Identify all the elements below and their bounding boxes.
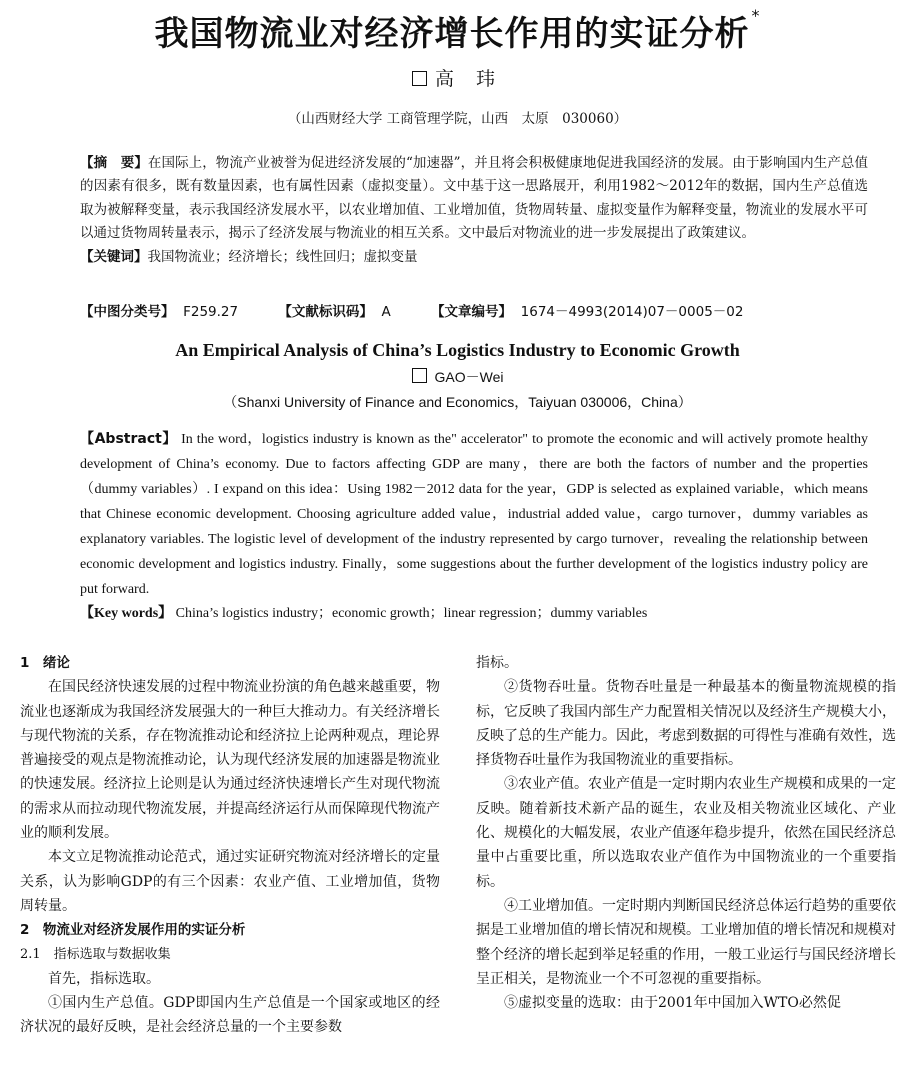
author-box-icon xyxy=(412,71,427,86)
doc-code-value: A xyxy=(381,304,391,320)
body-left-column xyxy=(20,651,440,1040)
english-author xyxy=(0,367,915,387)
paragraph: ⑤虚拟变量的选取：由于2001年中国加入WTO必然促 xyxy=(504,995,841,1012)
abstract-cn-text: 在国际上，物流产业被誉为促进经济发展的“加速器”，并且将会积极健康地促进我国经济的发展。由于影响国内生产总值的因素有很多，既有数量因素，也有属性因素（虚拟变量）。文中基于这一思路展开，利用1982～2012年的数据，国内生产总值选取为被解释变量，表示我国经济发展水平，以农业增加值、工业增加值，货物周转量、虚拟变量作为解释变量，物流业的发展水平可以通过货物周转量表示，揭示了经济发展与物流业的相互关系。文中最后对物流业的进一步发展提出了政策建议。 xyxy=(80,155,868,242)
author-name: 高 玮 xyxy=(434,68,504,90)
section-2-heading: 2 物流业对经济发展作用的实证分析 xyxy=(20,922,246,939)
english-author-box-icon xyxy=(412,368,427,383)
keywords-cn-text: 我国物流业；经济增长；线性回归；虚拟变量 xyxy=(147,248,418,265)
abstract-en xyxy=(50,427,868,602)
paragraph: ②货物吞吐量。货物吞吐量是一种最基本的衡量物流规模的指标，它反映了我国内部生产力配置相关情况以及经济生产规模大小，反映了总的生产能力。因此，考虑到数据的可得性与准确有效性，选择货物吞吐量作为我国物流业的重要指标。 xyxy=(476,679,896,769)
abstract-cn xyxy=(50,152,868,269)
title-footnote-mark: * xyxy=(751,6,761,25)
author-line xyxy=(0,64,915,91)
keywords-en-label: 【Key words】 xyxy=(80,606,173,621)
paragraph: 指标。 xyxy=(476,655,518,671)
paragraph: 首先，指标选取。 xyxy=(48,970,160,987)
paragraph: 在国民经济快速发展的过程中物流业扮演的角色越来越重要，物流业也逐渐成为我国经济发展强大的一种巨大推动力。有关经济增长与现代物流的关系，存在物流推动论和经济拉上论两种观点，理论界普遍接受的观点是物流推动论，认为现代经济发展的加速器是物流业的快速发展。经济拉上论则是认为通过经济快速增长产生对现代物流的需求从而拉动现代物流发展，并提高经济运行从而保障现代物流产业的顺利发展。 xyxy=(20,679,440,842)
abstract-en-text: In the word，logistics industry is known as the" accelerator" to promote the economic and will actively promote healthy development of China’s economy. Due to factors affecting GDP are many，there are both the factors of number and the properties（dummy variables）. I expand on this idea：Using 1982－2012 data for the year，GDP is selected as explained variable，which means that Chinese economic development. Choosing agriculture added value，industrial added value，cargo turnover，dummy variables as explanatory variables. The logistic level of development of the industry represented by cargo turnover，revealing the relationship between economic development and logistics industry. Finally，some suggestions about the further development of the logistics industry policy are put forward. xyxy=(80,432,868,597)
keywords-en-text: China’s logistics industry；economic growth；linear regression；dummy variables xyxy=(172,606,648,621)
paragraph: ①国内生产总值。GDP即国内生产总值是一个国家或地区的经济状况的最好反映，是社会经济总量的一个主要参数 xyxy=(20,995,440,1036)
paragraph: ④工业增加值。一定时期内判断国民经济总体运行趋势的重要依据是工业增加值的增长情况和规模。工业增加值的增长情况和规模对整个经济的增长起到举足轻重的作用，一般工业运行与国民经济增长呈正相关，是物流业一个不可忽视的重要指标。 xyxy=(476,897,896,987)
abstract-en-label: 【Abstract】 xyxy=(80,431,177,447)
clc-label: 【中图分类号】 xyxy=(80,304,175,320)
title-text: 我国物流业对经济增长作用的实证分析 xyxy=(154,14,750,54)
affiliation: （山西财经大学 工商管理学院，山西 太原 030060） xyxy=(287,111,628,127)
body-right-column xyxy=(476,651,896,1015)
paper-title xyxy=(0,6,915,55)
section-1-heading: 1 绪论 xyxy=(20,655,70,671)
doc-code-label: 【文献标识码】 xyxy=(278,304,373,320)
article-meta xyxy=(80,300,870,320)
section-2-1-heading: 2.1 指标选取与数据收集 xyxy=(20,946,171,962)
english-author-name: GAO－Wei xyxy=(434,369,504,385)
article-id-value: 1674－4993(2014)07－0005－02 xyxy=(520,304,744,320)
paragraph: 本文立足物流推动论范式，通过实证研究物流对经济增长的定量关系，认为影响GDP的有三个因素：农业产值、工业增加值，货物周转量。 xyxy=(20,849,440,914)
clc-value: F259.27 xyxy=(183,304,239,320)
english-affiliation: （Shanxi University of Finance and Economics，Taiyuan 030006，China） xyxy=(223,394,692,410)
article-id-label: 【文章编号】 xyxy=(431,304,513,320)
paragraph: ③农业产值。农业产值是一定时期内农业生产规模和成果的一定反映。随着新技术新产品的诞生，农业及相关物流业区域化、产业化、规模化的大幅发展，农业产值逐年稳步提升，依然在国民经济总量中占重要比重，所以选取农业产值作为中国物流业的一个重要指标。 xyxy=(476,776,896,890)
english-title: An Empirical Analysis of China’s Logistics Industry to Economic Growth xyxy=(175,340,740,360)
keywords-cn-label: 【关键词】 xyxy=(80,248,148,265)
abstract-cn-label: 【摘 要】 xyxy=(80,155,148,171)
keywords-en xyxy=(80,602,870,622)
